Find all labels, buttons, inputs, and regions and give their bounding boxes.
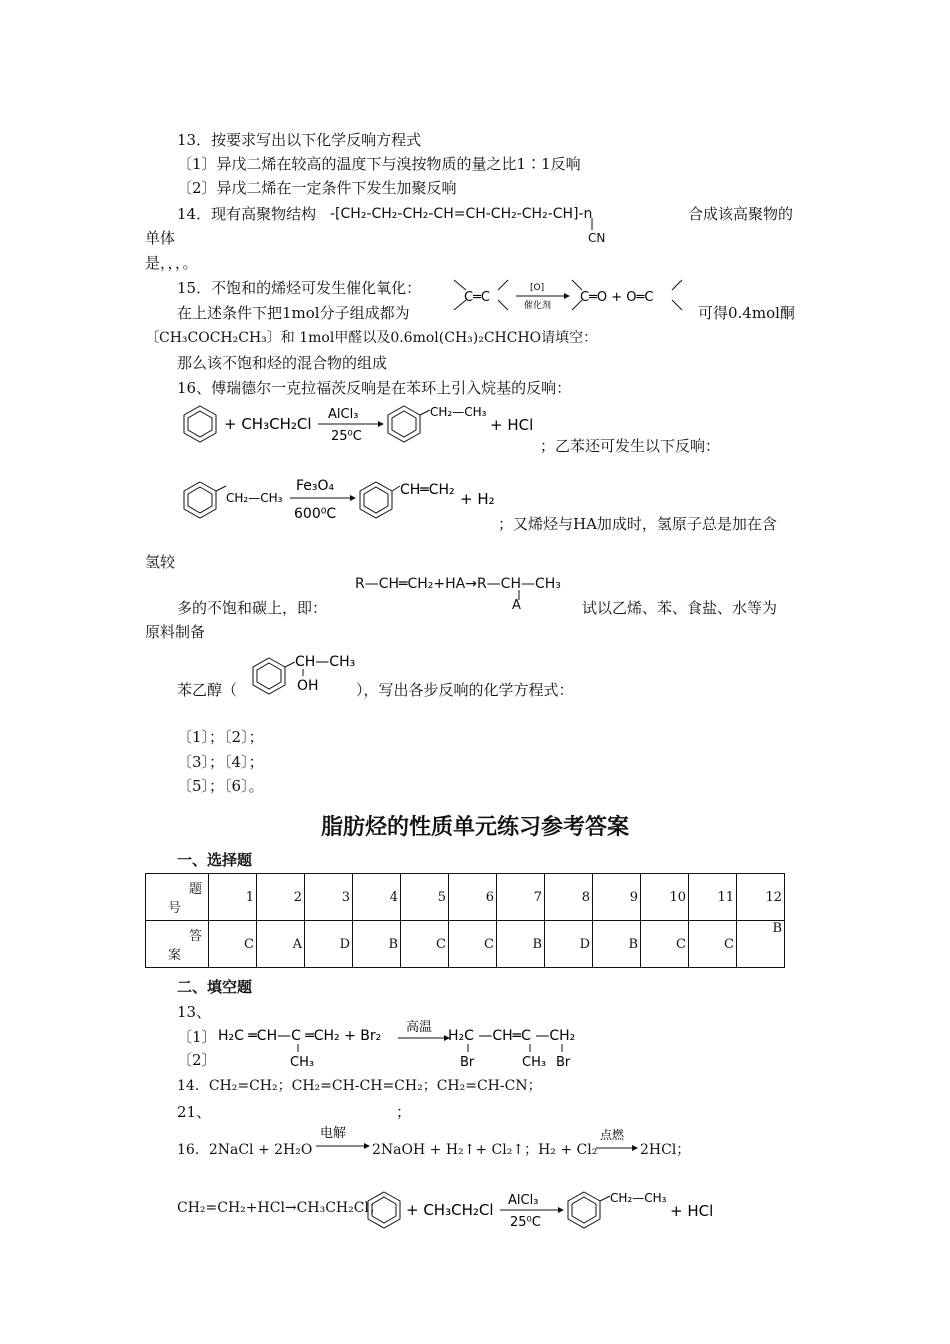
answer-cell: D [305, 921, 353, 968]
q14-suffix: 合成该高聚物的 [688, 205, 794, 223]
q16-target-oh: OH [297, 678, 319, 694]
answer-cell: C [449, 921, 497, 968]
answer-table [145, 873, 785, 968]
q15-c1: C═C [464, 290, 490, 305]
number-cell: 2 [257, 874, 305, 921]
answer-cell: C [209, 921, 257, 968]
answer-header: 答 案 [146, 921, 209, 968]
a13-part2: 〔2〕 [177, 1051, 217, 1069]
a16-rxn-reagent: + CH₃CH₂Cl [406, 1201, 494, 1219]
a13-product: H₂C —CH═C —CH₂ [448, 1028, 576, 1044]
svg-text:C═O + O═C: C═O + O═C [580, 290, 654, 305]
q16-rxn2-byproduct: + H₂ [460, 490, 495, 508]
a16-ignition-arrow [596, 1126, 640, 1156]
a16-cond1: 电解 [320, 1126, 347, 1141]
number-cell: 5 [401, 874, 449, 921]
q16-blank3: 〔5〕；〔6〕。 [177, 777, 264, 795]
q15-line1: 15．不饱和的烯烃可发生催化氧化： [177, 279, 422, 297]
q16-rxn1-byproduct: + HCl [490, 416, 534, 434]
a16-prefix: 16．2NaCl + 2H₂O [177, 1142, 313, 1158]
q16-rxn2-temp: 600⁰C [294, 506, 337, 522]
a21-semicolon: ； [396, 1103, 412, 1121]
q16-target-structure [245, 650, 360, 702]
a13-br1: Br [460, 1055, 475, 1070]
answer-cell: C [689, 921, 737, 968]
q16-rxn1 [178, 400, 548, 450]
answer-table-number-row [146, 874, 785, 921]
answer-cell: B [737, 921, 785, 968]
number-header: 题 号 [146, 874, 209, 921]
a16-rxn-product: CH₂—CH₃ [610, 1191, 667, 1205]
q15-oxidant: [O] [530, 283, 545, 293]
a16-rxn-byproduct: + HCl [670, 1202, 714, 1220]
q16-line-raw: 原料制备 [145, 623, 206, 641]
q13-part2: 〔2〕异戊二烯在一定条件下发生加聚反响 [177, 179, 457, 197]
q16-target-prefix: 苯乙醇（ [177, 681, 238, 699]
q16-markov-a: A [512, 598, 521, 613]
number-cell: 3 [305, 874, 353, 921]
answer-cell: B [353, 921, 401, 968]
a16-electrolysis-arrow [316, 1124, 372, 1154]
a16-rxn-catalyst: AlCl₃ [508, 1193, 539, 1208]
q16-markov: R—CH═CH₂+HA→R—CH—CH₃ [355, 576, 561, 592]
q16-rxn2 [178, 470, 508, 526]
a13-br2: Br [556, 1055, 571, 1070]
q16-after1: ；乙苯还可发生以下反响： [540, 437, 721, 455]
q15-oxidation-scheme [446, 274, 686, 320]
q16-tail-more: 试以乙烯、苯、食盐、水等为 [582, 599, 778, 617]
answer-cell: C [401, 921, 449, 968]
a16-mid: 2NaOH + H₂↑+ Cl₂↑；H₂ + Cl₂ [372, 1142, 598, 1158]
q15-line3: 〔CH₃COCH₂CH₃〕和 1mol甲醛以及0.6mol(CH₃)₂CHCHO请填空： [145, 330, 598, 346]
q16-line-more: 多的不饱和碳上，即： [177, 599, 328, 617]
a16-line2: CH₂=CH₂+HCl→CH₃CH₂Cl； [177, 1200, 383, 1216]
q16-blank2: 〔3〕；〔4〕； [177, 753, 264, 771]
answer-cell: B [497, 921, 545, 968]
number-cell: 6 [449, 874, 497, 921]
q15-line2: 在上述条件下把1mol分子组成都为 [177, 304, 410, 322]
q15-line4: 那么该不饱和烃的混合物的组成 [177, 354, 388, 372]
a13-rxn [218, 1016, 598, 1072]
q14-cn: CN [588, 231, 606, 245]
a13-ch3b: CH₃ [522, 1055, 547, 1070]
number-cell: 1 [209, 874, 257, 921]
q16-rxn1-temp: 25⁰C [331, 429, 362, 444]
a16-cond2: 点燃 [600, 1128, 625, 1142]
q16-rxn1-catalyst: AlCl₃ [328, 407, 359, 422]
answer-cell: B [593, 921, 641, 968]
number-cell: 4 [353, 874, 401, 921]
number-cell: 8 [545, 874, 593, 921]
q16-rxn2-catalyst: Fe₃O₄ [296, 478, 335, 494]
q14-polymer: -[CH₂-CH₂-CH₂-CH=CH-CH₂-CH₂-CH]-n [330, 206, 593, 222]
q16-after2: ；又烯烃与HA加成时，氢原子总是加在含 [498, 515, 777, 533]
q16-rxn1-product: CH₂—CH₃ [430, 405, 487, 419]
answer-title: 脂肪烃的性质单元练习参考答案 [320, 815, 629, 840]
q14-line3: 是，，，。 [145, 254, 198, 272]
a21: 21、 [177, 1103, 212, 1121]
q15-catalyst: 催化剂 [524, 301, 552, 311]
a14: 14．CH₂=CH₂；CH₂=CH-CH=CH₂；CH₂=CH-CN； [177, 1078, 542, 1094]
a13-cond: 高温 [406, 1020, 433, 1035]
number-cell: 9 [593, 874, 641, 921]
answer-cell: D [545, 921, 593, 968]
q16-rxn2-reactant: CH₂—CH₃ [226, 491, 283, 505]
a16-rxn-temp: 25⁰C [510, 1215, 541, 1230]
q13-part1: 〔1〕异戊二烯在较高的温度下与溴按物质的量之比1∶1反响 [177, 155, 581, 173]
number-cell: 10 [641, 874, 689, 921]
q15-tail2: 可得0.4mol酮 [698, 304, 795, 322]
a16-rxn [362, 1186, 732, 1236]
q13-title: 13．按要求写出以下化学反响方程式 [177, 131, 422, 149]
q16-target-group: CH—CH₃ [295, 654, 356, 670]
q14-bond-line [590, 218, 594, 230]
q16-rxn1-reagent: + CH₃CH₂Cl [224, 415, 312, 433]
answer-cell: A [257, 921, 305, 968]
number-cell: 11 [689, 874, 737, 921]
q14-prefix: 14．现有高聚物结构 [177, 205, 317, 223]
answer-section2: 二、填空题 [177, 978, 253, 996]
q16-line1: 16、傅瑞德尔一克拉福茨反响是在苯环上引入烷基的反响： [177, 379, 572, 397]
answer-table-answer-row [146, 921, 785, 968]
q14-line2: 单体 [145, 229, 176, 247]
a13-ch3: CH₃ [290, 1055, 315, 1070]
q16-blank1: 〔1〕；〔2〕； [177, 728, 264, 746]
a13-reactant: H₂C ═CH—C ═CH₂ + Br₂ [218, 1028, 382, 1044]
number-cell: 7 [497, 874, 545, 921]
answer-section1: 一、选择题 [177, 851, 253, 869]
a13-label: 13、 [177, 1003, 212, 1021]
q16-target-tail: ），写出各步反响的化学方程式： [356, 681, 574, 699]
number-cell: 12 [737, 874, 785, 921]
q16-line-h: 氢较 [145, 553, 176, 571]
q16-rxn2-product: CH═CH₂ [400, 482, 455, 498]
a16-end: 2HCl； [640, 1142, 691, 1158]
a13-part1: 〔1〕 [177, 1028, 217, 1046]
answer-cell: C [641, 921, 689, 968]
